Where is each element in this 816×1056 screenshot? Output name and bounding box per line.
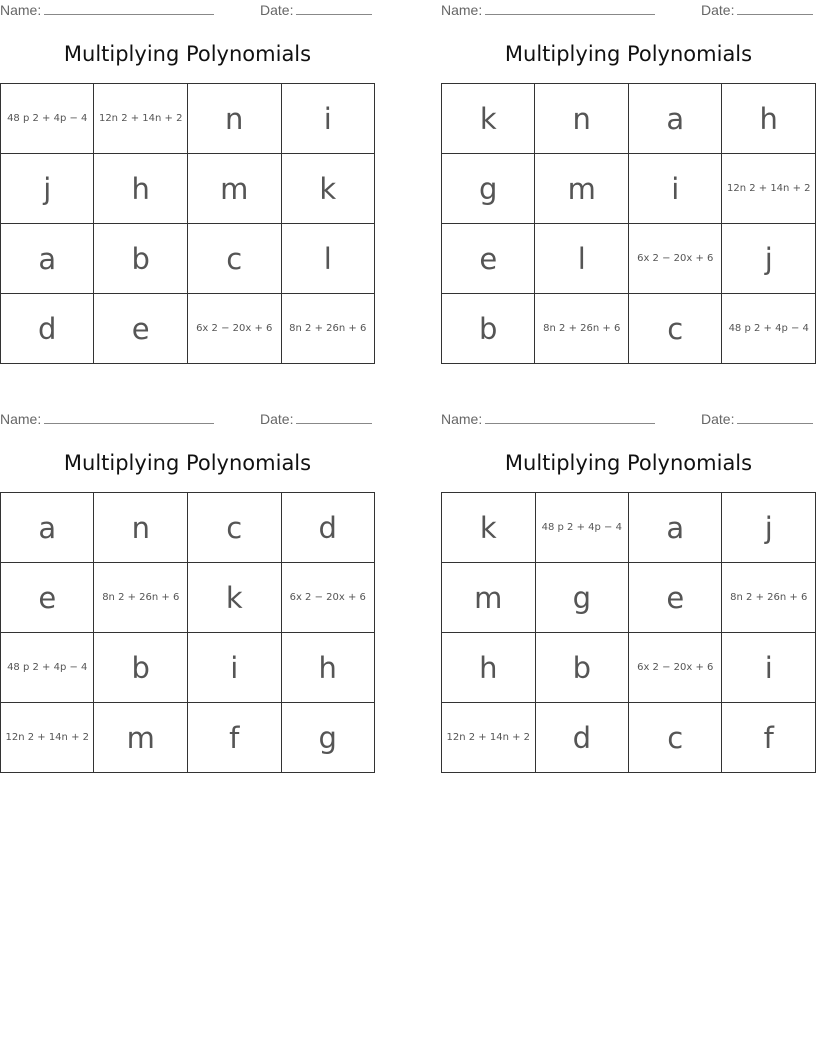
grid-row [1, 294, 375, 364]
grid-cell[interactable]: 6x 2 − 20x + 6 [187, 294, 281, 364]
grid-cell[interactable]: b [94, 224, 187, 294]
grid-row [1, 633, 375, 703]
grid-cell[interactable]: k [188, 563, 281, 633]
grid-cell[interactable]: n [187, 84, 281, 154]
bingo-grid [0, 83, 375, 364]
grid-cell[interactable]: f [722, 703, 816, 773]
grid-cell[interactable]: i [722, 633, 816, 703]
grid-cell[interactable]: b [442, 294, 535, 364]
grid-cell[interactable]: e [1, 563, 94, 633]
grid-cell[interactable]: 8n 2 + 26n + 6 [722, 563, 816, 633]
grid-row [442, 703, 816, 773]
name-label: Name: [441, 411, 483, 427]
grid-cell[interactable]: 6x 2 − 20x + 6 [629, 633, 722, 703]
grid-cell[interactable]: h [94, 154, 187, 224]
date-blank[interactable] [296, 411, 372, 424]
date-label: Date: [260, 2, 294, 18]
card-header [441, 0, 816, 22]
grid-cell[interactable]: a [629, 84, 722, 154]
card-header [0, 0, 375, 22]
grid-cell[interactable]: a [629, 493, 722, 563]
grid-cell[interactable]: e [94, 294, 187, 364]
card-title: Multiplying Polynomials [504, 451, 753, 475]
grid-cell[interactable]: d [281, 493, 375, 563]
grid-row [1, 703, 375, 773]
date-label: Date: [701, 411, 735, 427]
grid-cell[interactable]: d [535, 703, 628, 773]
grid-cell[interactable]: b [535, 633, 628, 703]
grid-row [1, 84, 375, 154]
grid-cell[interactable]: i [188, 633, 281, 703]
grid-cell[interactable]: m [535, 154, 629, 224]
grid-row [442, 493, 816, 563]
card-header [441, 409, 816, 431]
date-label: Date: [701, 2, 735, 18]
grid-row [442, 633, 816, 703]
name-field[interactable] [0, 2, 214, 18]
grid-cell[interactable]: 12n 2 + 14n + 2 [442, 703, 536, 773]
grid-cell[interactable]: a [1, 493, 94, 563]
grid-cell[interactable]: g [281, 703, 375, 773]
grid-row [1, 154, 375, 224]
grid-cell[interactable]: c [187, 224, 281, 294]
grid-cell[interactable]: c [629, 294, 722, 364]
grid-cell[interactable]: k [442, 493, 536, 563]
name-label: Name: [0, 2, 42, 18]
grid-cell[interactable]: e [629, 563, 722, 633]
grid-row [442, 154, 816, 224]
grid-cell[interactable]: g [442, 154, 535, 224]
grid-row [1, 224, 375, 294]
grid-cell[interactable]: l [535, 224, 629, 294]
grid-cell[interactable]: 12n 2 + 14n + 2 [1, 703, 94, 773]
name-blank[interactable] [44, 411, 214, 424]
date-field[interactable] [701, 411, 813, 427]
card-header [0, 409, 375, 431]
grid-cell[interactable]: 48 p 2 + 4p − 4 [1, 633, 94, 703]
grid-cell[interactable]: f [188, 703, 281, 773]
grid-cell[interactable]: d [1, 294, 94, 364]
grid-cell[interactable]: 6x 2 − 20x + 6 [629, 224, 722, 294]
date-blank[interactable] [737, 2, 813, 15]
grid-row [442, 294, 816, 364]
grid-cell[interactable]: b [94, 633, 188, 703]
grid-cell[interactable]: 48 p 2 + 4p − 4 [722, 294, 816, 364]
grid-cell[interactable]: l [281, 224, 375, 294]
grid-cell[interactable]: 12n 2 + 14n + 2 [94, 84, 187, 154]
name-field[interactable] [441, 2, 655, 18]
date-label: Date: [260, 411, 294, 427]
grid-cell[interactable]: c [188, 493, 281, 563]
grid-row [442, 84, 816, 154]
grid-cell[interactable]: i [281, 84, 375, 154]
name-field[interactable] [0, 411, 214, 427]
grid-cell[interactable]: i [629, 154, 722, 224]
grid-cell[interactable]: m [94, 703, 188, 773]
grid-cell[interactable]: j [722, 224, 816, 294]
grid-cell[interactable]: 12n 2 + 14n + 2 [722, 154, 816, 224]
grid-cell[interactable]: 6x 2 − 20x + 6 [281, 563, 375, 633]
bingo-grid [0, 492, 375, 773]
name-blank[interactable] [44, 2, 214, 15]
grid-cell[interactable]: k [281, 154, 375, 224]
name-blank[interactable] [485, 411, 655, 424]
grid-cell[interactable]: e [442, 224, 535, 294]
grid-cell[interactable]: 8n 2 + 26n + 6 [535, 294, 629, 364]
name-label: Name: [441, 2, 483, 18]
bingo-grid [441, 492, 816, 773]
grid-cell[interactable]: 8n 2 + 26n + 6 [94, 563, 188, 633]
date-field[interactable] [701, 2, 813, 18]
date-field[interactable] [260, 411, 372, 427]
grid-cell[interactable]: n [94, 493, 188, 563]
grid-cell[interactable]: h [722, 84, 816, 154]
card-title: Multiplying Polynomials [504, 42, 753, 66]
grid-cell[interactable]: 48 p 2 + 4p − 4 [1, 84, 94, 154]
grid-cell[interactable]: j [1, 154, 94, 224]
card-title: Multiplying Polynomials [63, 451, 312, 475]
date-blank[interactable] [737, 411, 813, 424]
grid-cell[interactable]: h [442, 633, 536, 703]
grid-row [442, 563, 816, 633]
grid-cell[interactable]: c [629, 703, 722, 773]
date-field[interactable] [260, 2, 372, 18]
date-blank[interactable] [296, 2, 372, 15]
grid-cell[interactable]: n [535, 84, 629, 154]
grid-cell[interactable]: g [535, 563, 628, 633]
grid-cell[interactable]: a [1, 224, 94, 294]
bingo-grid [441, 83, 816, 364]
grid-cell[interactable]: m [442, 563, 536, 633]
grid-cell[interactable]: k [442, 84, 535, 154]
grid-cell[interactable]: 8n 2 + 26n + 6 [281, 294, 375, 364]
name-blank[interactable] [485, 2, 655, 15]
grid-row [1, 493, 375, 563]
card-title: Multiplying Polynomials [63, 42, 312, 66]
grid-row [442, 224, 816, 294]
grid-cell[interactable]: j [722, 493, 816, 563]
name-field[interactable] [441, 411, 655, 427]
name-label: Name: [0, 411, 42, 427]
grid-cell[interactable]: 48 p 2 + 4p − 4 [535, 493, 628, 563]
grid-row [1, 563, 375, 633]
grid-cell[interactable]: m [187, 154, 281, 224]
grid-cell[interactable]: h [281, 633, 375, 703]
